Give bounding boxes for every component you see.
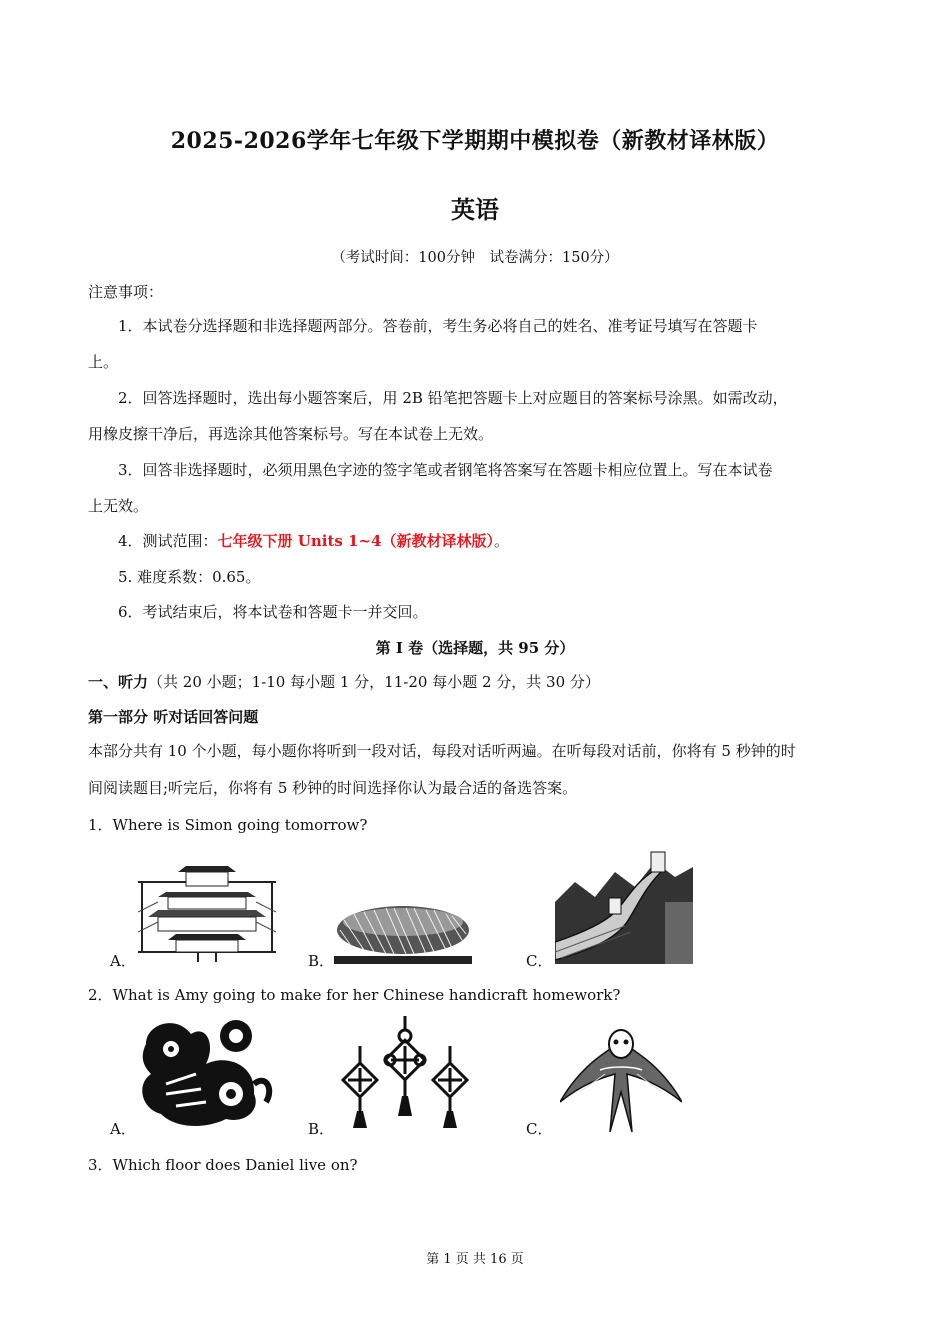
birds-nest-stadium-image	[334, 890, 472, 964]
notice-item-1-cont: 上。	[88, 353, 119, 371]
paper-cutting-image	[136, 1014, 274, 1132]
test-scope: 七年级下册 Units 1~4（新教材译林版）	[217, 532, 494, 550]
notice-item-4-prefix: 4．测试范围：	[118, 532, 218, 550]
q2-option-a-label: A．	[110, 1120, 136, 1138]
sub-section-title: 第一部分 听对话回答问题	[88, 708, 259, 726]
instructions: 本部分共有 10 个小题，每小题你将听到一段对话，每段对话听两遍。在听每段对话前，你将有 5 秒钟的时	[88, 742, 796, 760]
q1-option-b-label: B．	[308, 952, 335, 970]
q2-option-c-label: C．	[526, 1120, 553, 1138]
notice-item-2: 2．回答选择题时，选出每小题答案后，用 2B 铅笔把答题卡上对应题目的答案标号涂黑。如需改动，	[118, 389, 788, 407]
q2-option-b-label: B．	[308, 1120, 335, 1138]
notice-item-4	[118, 531, 509, 551]
great-wall-image	[555, 842, 693, 964]
question-2: 2．What is Amy going to make for her Chinese handicraft homework?	[88, 986, 621, 1004]
listening-part-title: 一、听力	[88, 673, 149, 691]
swallow-kite-image	[560, 1022, 682, 1134]
question-3: 3．Which floor does Daniel live on?	[88, 1156, 358, 1174]
notice-heading: 注意事项：	[88, 283, 164, 301]
exam-subject: 英语	[451, 195, 499, 224]
listening-part-detail: （共 20 小题；1-10 每小题 1 分，11-20 每小题 2 分，共 30 分）	[148, 673, 600, 691]
exam-info: （考试时间：100分钟 试卷满分：150分）	[331, 250, 619, 266]
notice-item-3: 3．回答非选择题时，必须用黑色字迹的签字笔或者钢笔将答案写在答题卡相应位置上。写在本试卷	[118, 461, 773, 479]
notice-item-5: 5. 难度系数：0.65。	[118, 568, 261, 586]
exam-title: 2025-2026学年七年级下学期期中模拟卷（新教材译林版）	[170, 128, 780, 154]
page-footer: 第 1 页 共 16 页	[426, 1252, 524, 1267]
notice-item-6: 6．考试结束后，将本试卷和答题卡一并交回。	[118, 603, 428, 621]
volume-heading: 第 I 卷（选择题，共 95 分）	[375, 639, 575, 657]
q1-option-c-label: C．	[526, 952, 553, 970]
instructions-cont: 间阅读题目;听完后，你将有 5 秒钟的时间选择你认为最合适的备选答案。	[88, 779, 578, 797]
chinese-knot-image	[340, 1016, 470, 1134]
notice-item-1: 1．本试卷分选择题和非选择题两部分。答卷前，考生务必将自己的姓名、准考证号填写在答题卡	[118, 317, 758, 335]
notice-item-4-suffix: 。	[494, 532, 510, 550]
listening-part-heading	[88, 672, 600, 692]
forbidden-city-image	[138, 862, 276, 962]
question-1: 1．Where is Simon going tomorrow?	[88, 816, 368, 834]
notice-item-2-cont: 用橡皮擦干净后，再选涂其他答案标号。写在本试卷上无效。	[88, 425, 494, 443]
q1-option-a-label: A．	[110, 952, 136, 970]
notice-item-3-cont: 上无效。	[88, 497, 149, 515]
